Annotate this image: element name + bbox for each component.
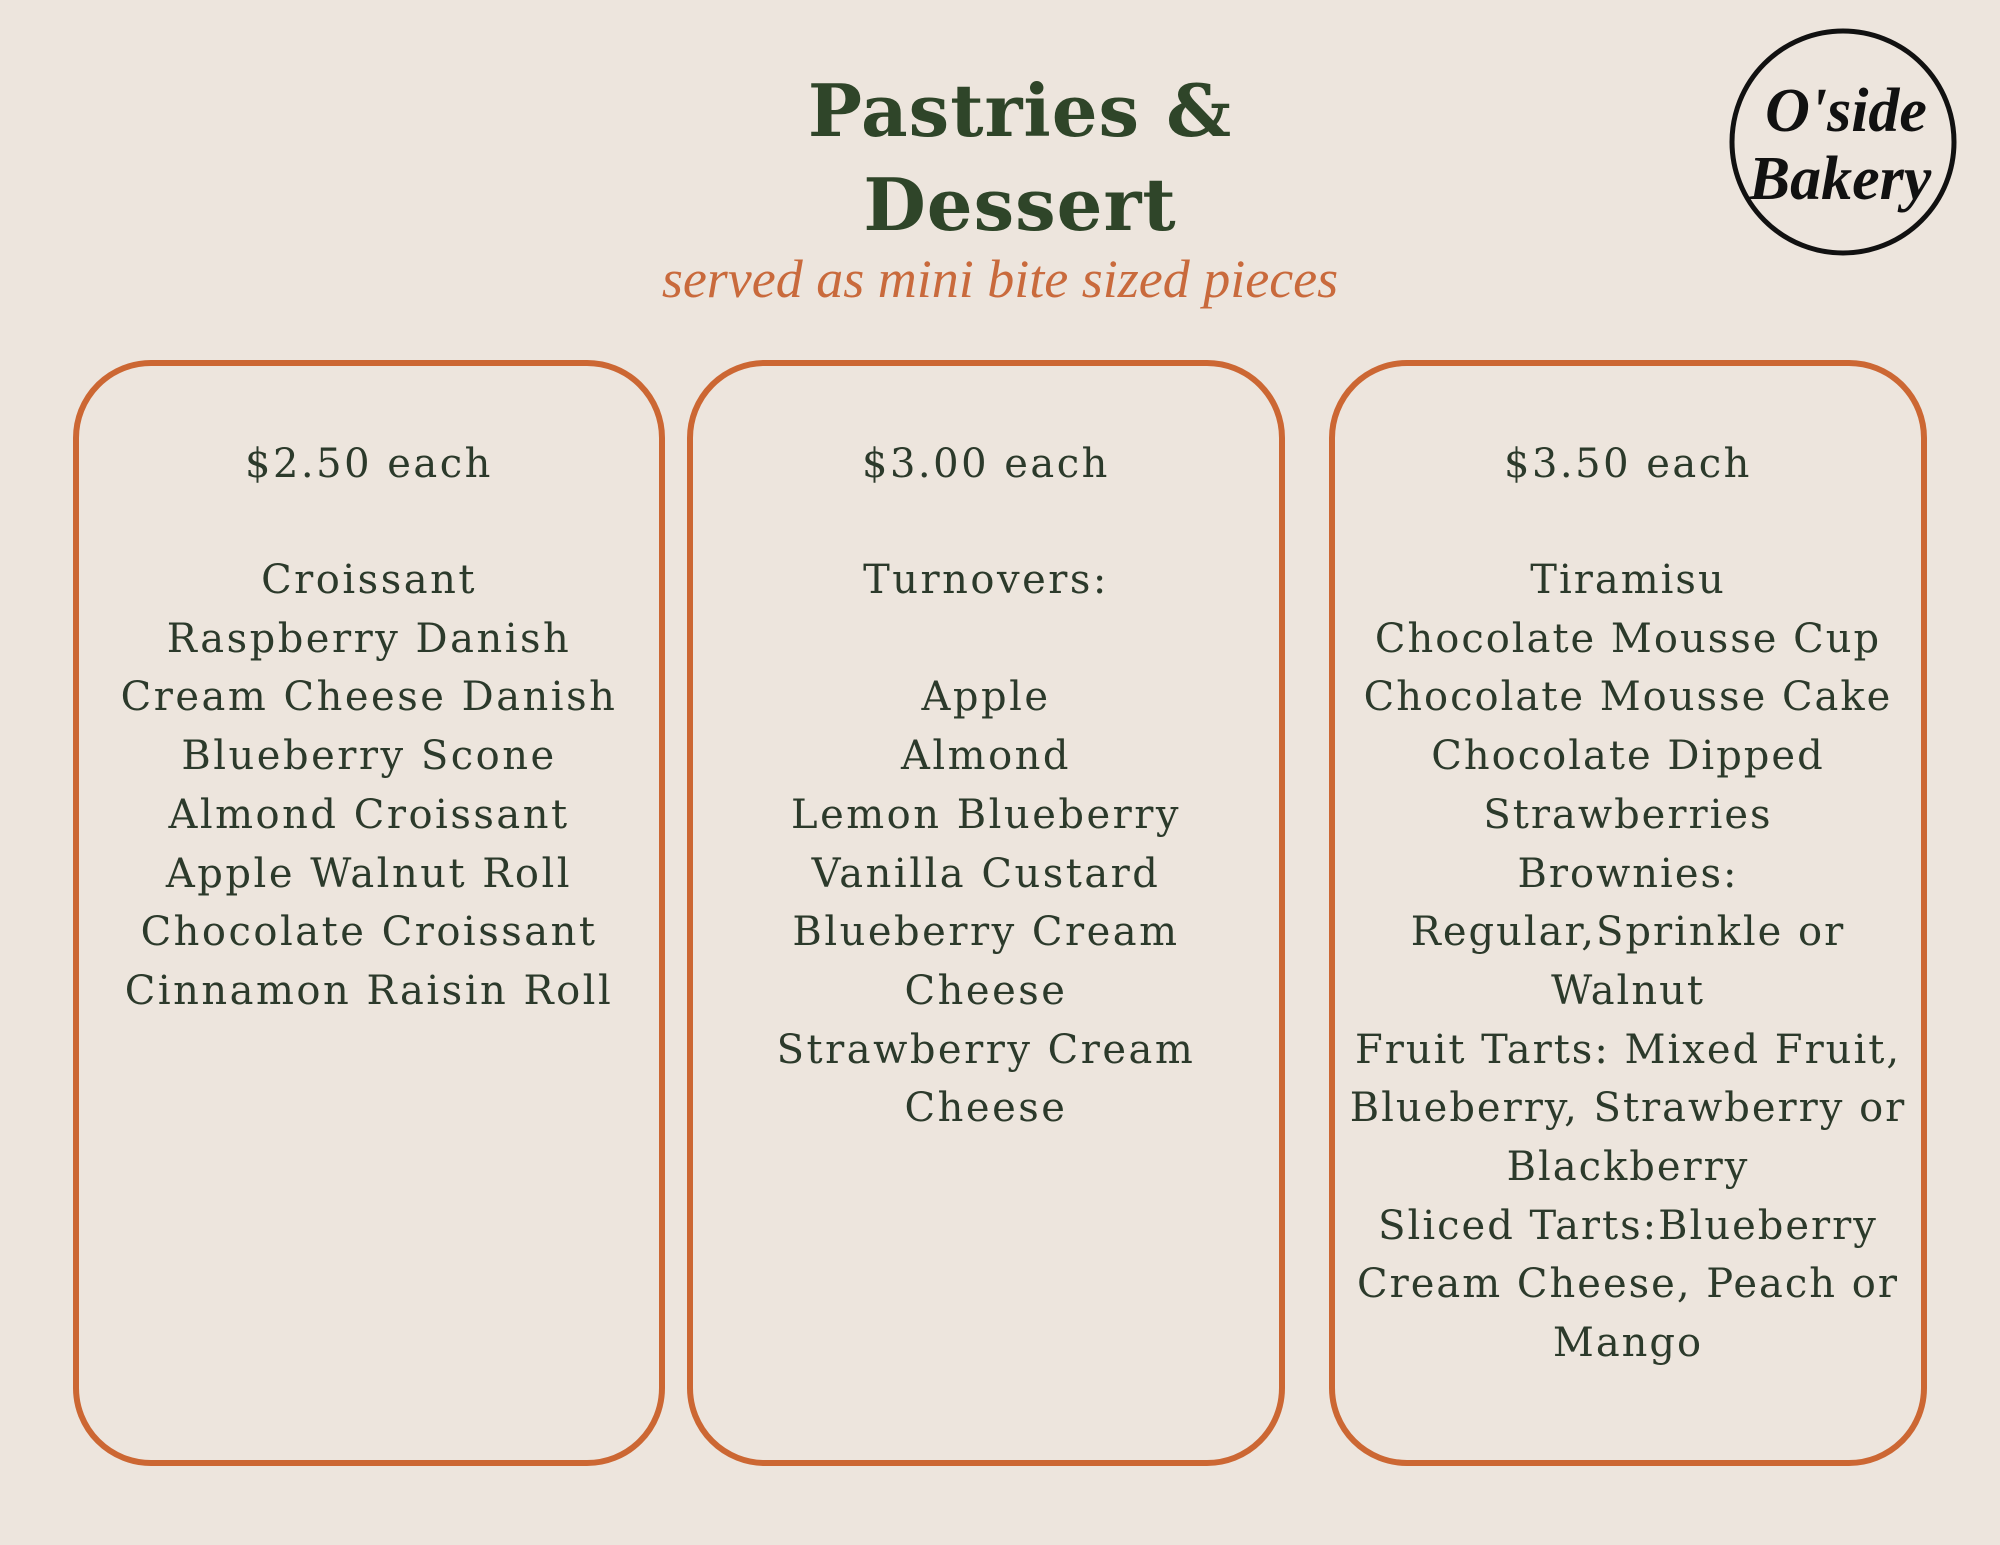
logo-text-line-2: Bakery xyxy=(1748,145,1932,213)
menu-item-list xyxy=(1327,551,1929,1373)
menu-item: Cream Cheese, Peach or xyxy=(1357,1261,1899,1308)
menu-item: Strawberry Cream xyxy=(776,1026,1196,1073)
menu-item: Strawberries xyxy=(1483,791,1773,838)
page-subtitle: served as mini bite sized pieces xyxy=(661,249,1339,309)
menu-item: Sliced Tarts:Blueberry xyxy=(1378,1202,1878,1249)
turnovers-heading: Turnovers: xyxy=(863,557,1109,603)
menu-item: Blueberry Cream xyxy=(792,909,1180,956)
menu-item: Almond Croissant xyxy=(168,791,570,838)
menu-item: Tiramisu xyxy=(1530,557,1726,603)
menu-item: Blackberry xyxy=(1506,1144,1750,1191)
menu-item: Almond xyxy=(900,733,1072,780)
price-label: $3.00 each xyxy=(862,441,1110,487)
list-spacer xyxy=(693,610,1279,669)
page-title-line-2: Dessert xyxy=(863,162,1177,247)
menu-item: Cheese xyxy=(904,967,1068,1014)
price-label: $2.50 each xyxy=(245,441,493,487)
menu-item: Chocolate Croissant xyxy=(140,909,598,956)
menu-item: Mango xyxy=(1552,1320,1704,1367)
menu-item: Apple Walnut Roll xyxy=(165,850,573,897)
menu-item: Cream Cheese Danish xyxy=(120,674,618,721)
price-column-300 xyxy=(687,360,1285,1466)
menu-item: Chocolate Mousse Cup xyxy=(1374,615,1882,662)
menu-item: Chocolate Dipped xyxy=(1431,733,1825,780)
page-title xyxy=(700,64,1340,252)
menu-item: Chocolate Mousse Cake xyxy=(1363,674,1893,721)
menu-item: Brownies: xyxy=(1517,850,1739,897)
menu-item-list xyxy=(79,551,659,1021)
logo-text-line-1: O'side xyxy=(1765,77,1927,145)
page-title-line-1: Pastries & xyxy=(807,68,1233,153)
price-column-250 xyxy=(73,360,665,1466)
price-label: $3.50 each xyxy=(1504,441,1752,487)
menu-item: Regular,Sprinkle or xyxy=(1410,909,1846,956)
menu-item: Cinnamon Raisin Roll xyxy=(124,967,614,1014)
menu-item: Croissant xyxy=(261,557,477,603)
menu-item: Cheese xyxy=(904,1085,1068,1132)
bakery-logo xyxy=(1728,27,1958,257)
menu-item: Blueberry Scone xyxy=(181,733,557,780)
menu-item: Raspberry Danish xyxy=(166,615,572,662)
menu-item-list xyxy=(693,551,1279,1138)
menu-item: Apple xyxy=(921,674,1051,721)
menu-item: Lemon Blueberry xyxy=(791,791,1181,838)
menu-item: Fruit Tarts: Mixed Fruit, xyxy=(1354,1026,1902,1073)
menu-item: Vanilla Custard xyxy=(811,850,1161,897)
menu-item: Walnut xyxy=(1551,967,1705,1014)
price-column-350 xyxy=(1329,360,1927,1466)
menu-item: Blueberry, Strawberry or xyxy=(1349,1085,1907,1132)
